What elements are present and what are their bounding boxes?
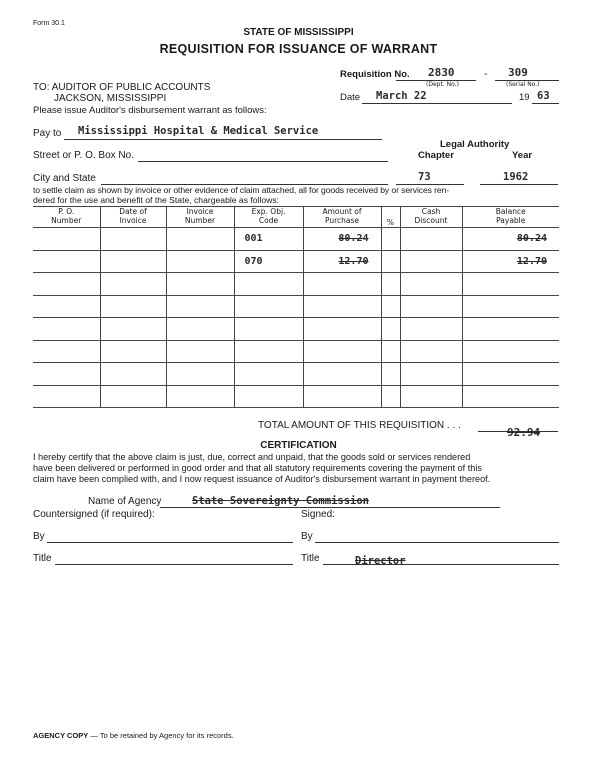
- amount-of-purchase-cell[interactable]: [303, 273, 381, 296]
- amount-of-purchase-cell[interactable]: [303, 250, 381, 273]
- table-row: [33, 363, 559, 386]
- chapter-label: Chapter: [418, 150, 454, 161]
- invoice-number-cell[interactable]: [166, 250, 234, 273]
- date-of-invoice-cell[interactable]: [100, 318, 166, 341]
- date-of-invoice-cell[interactable]: [100, 340, 166, 363]
- requisition-label: Requisition No.: [340, 69, 410, 80]
- certification-line-2: have been delivered or performed in good order and that all statutory requirements covering the payment of this: [33, 463, 482, 473]
- pay-to-value[interactable]: Mississippi Hospital & Medical Service: [78, 125, 319, 137]
- table-header-row: [33, 207, 559, 228]
- col-header-amount-of-purchase: Amount of Purchase: [303, 207, 381, 228]
- legal-authority-heading: Legal Authority: [440, 139, 510, 150]
- by-label-left: By: [33, 531, 45, 542]
- percent-cell[interactable]: [381, 250, 400, 273]
- exp-obj-code-cell[interactable]: [234, 295, 303, 318]
- po-number-cell[interactable]: [33, 295, 100, 318]
- by-line-left[interactable]: [47, 542, 293, 543]
- balance-payable-cell[interactable]: [462, 385, 559, 408]
- certification-heading: CERTIFICATION: [260, 440, 337, 451]
- cash-discount-cell[interactable]: [400, 363, 462, 386]
- state-heading: STATE OF MISSISSIPPI: [243, 27, 354, 38]
- date-label: Date: [340, 92, 361, 103]
- table-row: [33, 273, 559, 296]
- certification-line-3: claim have been complied with, and I now request issuance of Auditor's disbursement warrant in payment thereof.: [33, 474, 491, 484]
- agency-name-value[interactable]: State Sovereignty Commission: [192, 495, 370, 507]
- percent-cell[interactable]: [381, 228, 400, 251]
- table-row: [33, 228, 559, 251]
- balance-payable-cell[interactable]: [462, 318, 559, 341]
- col-header-invoice-number: Invoice Number: [166, 207, 234, 228]
- po-number-cell[interactable]: [33, 363, 100, 386]
- balance-payable-cell[interactable]: [462, 363, 559, 386]
- table-row: [33, 385, 559, 408]
- year-suffix[interactable]: 63: [537, 90, 550, 102]
- balance-payable-cell[interactable]: [462, 228, 559, 251]
- cash-discount-cell[interactable]: [400, 250, 462, 273]
- date-of-invoice-cell[interactable]: [100, 250, 166, 273]
- cash-discount-cell[interactable]: [400, 228, 462, 251]
- cash-discount-cell[interactable]: [400, 385, 462, 408]
- certification-line-1: I hereby certify that the above claim is just, due, correct and unpaid, that the goods sold or services rendered: [33, 452, 471, 462]
- form-title: REQUISITION FOR ISSUANCE OF WARRANT: [159, 42, 438, 56]
- percent-cell[interactable]: [381, 363, 400, 386]
- balance-payable-value: 80.24: [516, 233, 547, 245]
- percent-cell[interactable]: [381, 318, 400, 341]
- balance-payable-cell[interactable]: [462, 250, 559, 273]
- exp-obj-code-cell[interactable]: [234, 273, 303, 296]
- date-of-invoice-cell[interactable]: [100, 385, 166, 408]
- date-value[interactable]: March 22: [376, 90, 427, 102]
- date-of-invoice-cell[interactable]: [100, 295, 166, 318]
- year-prefix: 19: [519, 92, 530, 103]
- table-row: [33, 295, 559, 318]
- balance-payable-cell[interactable]: [462, 295, 559, 318]
- form-number: Form 30.1: [33, 20, 65, 27]
- balance-payable-cell[interactable]: [462, 273, 559, 296]
- cash-discount-cell[interactable]: [400, 318, 462, 341]
- amount-of-purchase-cell[interactable]: [303, 385, 381, 408]
- col-header-exp-obj-code: Exp. Obj. Code: [234, 207, 303, 228]
- invoice-number-cell[interactable]: [166, 318, 234, 341]
- agency-copy-text: — To be retained by Agency for its records.: [90, 731, 234, 740]
- dept-number[interactable]: 2830: [428, 66, 455, 79]
- table-row: [33, 340, 559, 363]
- requisition-dash: -: [484, 69, 488, 80]
- table-row: [33, 250, 559, 273]
- amount-of-purchase-cell[interactable]: [303, 295, 381, 318]
- exp-obj-code-cell[interactable]: [234, 363, 303, 386]
- to-line-1: TO: AUDITOR OF PUBLIC ACCOUNTS: [33, 82, 211, 93]
- po-number-cell[interactable]: [33, 250, 100, 273]
- exp-obj-code-cell[interactable]: [234, 318, 303, 341]
- date-of-invoice-cell[interactable]: [100, 228, 166, 251]
- col-header-po-number: P. O. Number: [33, 207, 100, 228]
- balance-payable-cell[interactable]: [462, 340, 559, 363]
- col-header-date-of-invoice: Date of Invoice: [100, 207, 166, 228]
- title-label-left: Title: [33, 553, 52, 564]
- city-label: City and State: [33, 173, 96, 184]
- invoice-number-cell[interactable]: [166, 340, 234, 363]
- pay-to-label: Pay to: [33, 128, 62, 139]
- amount-of-purchase-value: 80.24: [338, 233, 369, 245]
- percent-cell[interactable]: [381, 295, 400, 318]
- exp-obj-code-cell[interactable]: [234, 340, 303, 363]
- balance-payable-value: 12.70: [516, 255, 547, 267]
- expense-table: [33, 206, 559, 408]
- date-of-invoice-cell[interactable]: [100, 363, 166, 386]
- agency-name-label: Name of Agency: [88, 496, 162, 507]
- percent-cell[interactable]: [381, 340, 400, 363]
- year-value[interactable]: 1962: [503, 171, 529, 183]
- invoice-number-cell[interactable]: [166, 363, 234, 386]
- amount-of-purchase-cell[interactable]: [303, 340, 381, 363]
- percent-cell[interactable]: [381, 273, 400, 296]
- dept-caption: (Dept. No.): [426, 81, 459, 88]
- by-line-right[interactable]: [315, 542, 559, 543]
- exp-obj-code-cell[interactable]: [234, 228, 303, 251]
- countersigned-label: Countersigned (if required):: [33, 509, 155, 520]
- invoice-number-cell[interactable]: [166, 385, 234, 408]
- po-number-cell[interactable]: [33, 318, 100, 341]
- total-label: TOTAL AMOUNT OF THIS REQUISITION . . .: [258, 420, 461, 431]
- amount-of-purchase-cell[interactable]: [303, 363, 381, 386]
- exp-obj-code-value: 001: [244, 233, 263, 245]
- title-label-right: Title: [301, 553, 320, 564]
- amount-of-purchase-cell[interactable]: [303, 228, 381, 251]
- percent-cell[interactable]: [381, 385, 400, 408]
- agency-copy-label: AGENCY COPY: [33, 731, 89, 740]
- po-number-cell[interactable]: [33, 340, 100, 363]
- amount-of-purchase-value: 12.70: [338, 255, 369, 267]
- instruction-text: Please issue Auditor's disbursement warrant as follows:: [33, 105, 267, 116]
- col-header-balance-payable: Balance Payable: [462, 207, 559, 228]
- amount-of-purchase-cell[interactable]: [303, 318, 381, 341]
- settle-text-1: to settle claim as shown by invoice or other evidence of claim attached, all for goods received by or services ren-: [33, 185, 450, 195]
- year-label: Year: [512, 150, 533, 161]
- footer: [33, 731, 234, 740]
- exp-obj-code-cell[interactable]: [234, 385, 303, 408]
- cash-discount-cell[interactable]: [400, 273, 462, 296]
- invoice-number-cell[interactable]: [166, 273, 234, 296]
- po-number-cell[interactable]: [33, 385, 100, 408]
- cash-discount-cell[interactable]: [400, 295, 462, 318]
- po-number-cell[interactable]: [33, 228, 100, 251]
- street-label: Street or P. O. Box No.: [33, 150, 134, 161]
- title-line-left[interactable]: [55, 564, 293, 565]
- to-line-2: JACKSON, MISSISSIPPI: [54, 93, 167, 104]
- settle-text-2: dered for the use and benefit of the State, chargeable as follows:: [33, 195, 280, 205]
- total-value[interactable]: 92.94: [507, 426, 541, 439]
- title-value-right[interactable]: Director: [355, 555, 406, 567]
- exp-obj-code-cell[interactable]: [234, 250, 303, 273]
- serial-caption: (Serial No.): [506, 81, 540, 88]
- date-of-invoice-cell[interactable]: [100, 273, 166, 296]
- col-header-percent: %: [381, 207, 400, 228]
- table-row: [33, 318, 559, 341]
- signed-label: Signed:: [301, 509, 335, 520]
- serial-number[interactable]: 309: [508, 66, 528, 79]
- by-label-right: By: [301, 531, 313, 542]
- exp-obj-code-value: 070: [244, 255, 263, 267]
- col-header-cash-discount: Cash Discount: [400, 207, 462, 228]
- invoice-number-cell[interactable]: [166, 228, 234, 251]
- po-number-cell[interactable]: [33, 273, 100, 296]
- invoice-number-cell[interactable]: [166, 295, 234, 318]
- chapter-value[interactable]: 73: [418, 171, 431, 183]
- cash-discount-cell[interactable]: [400, 340, 462, 363]
